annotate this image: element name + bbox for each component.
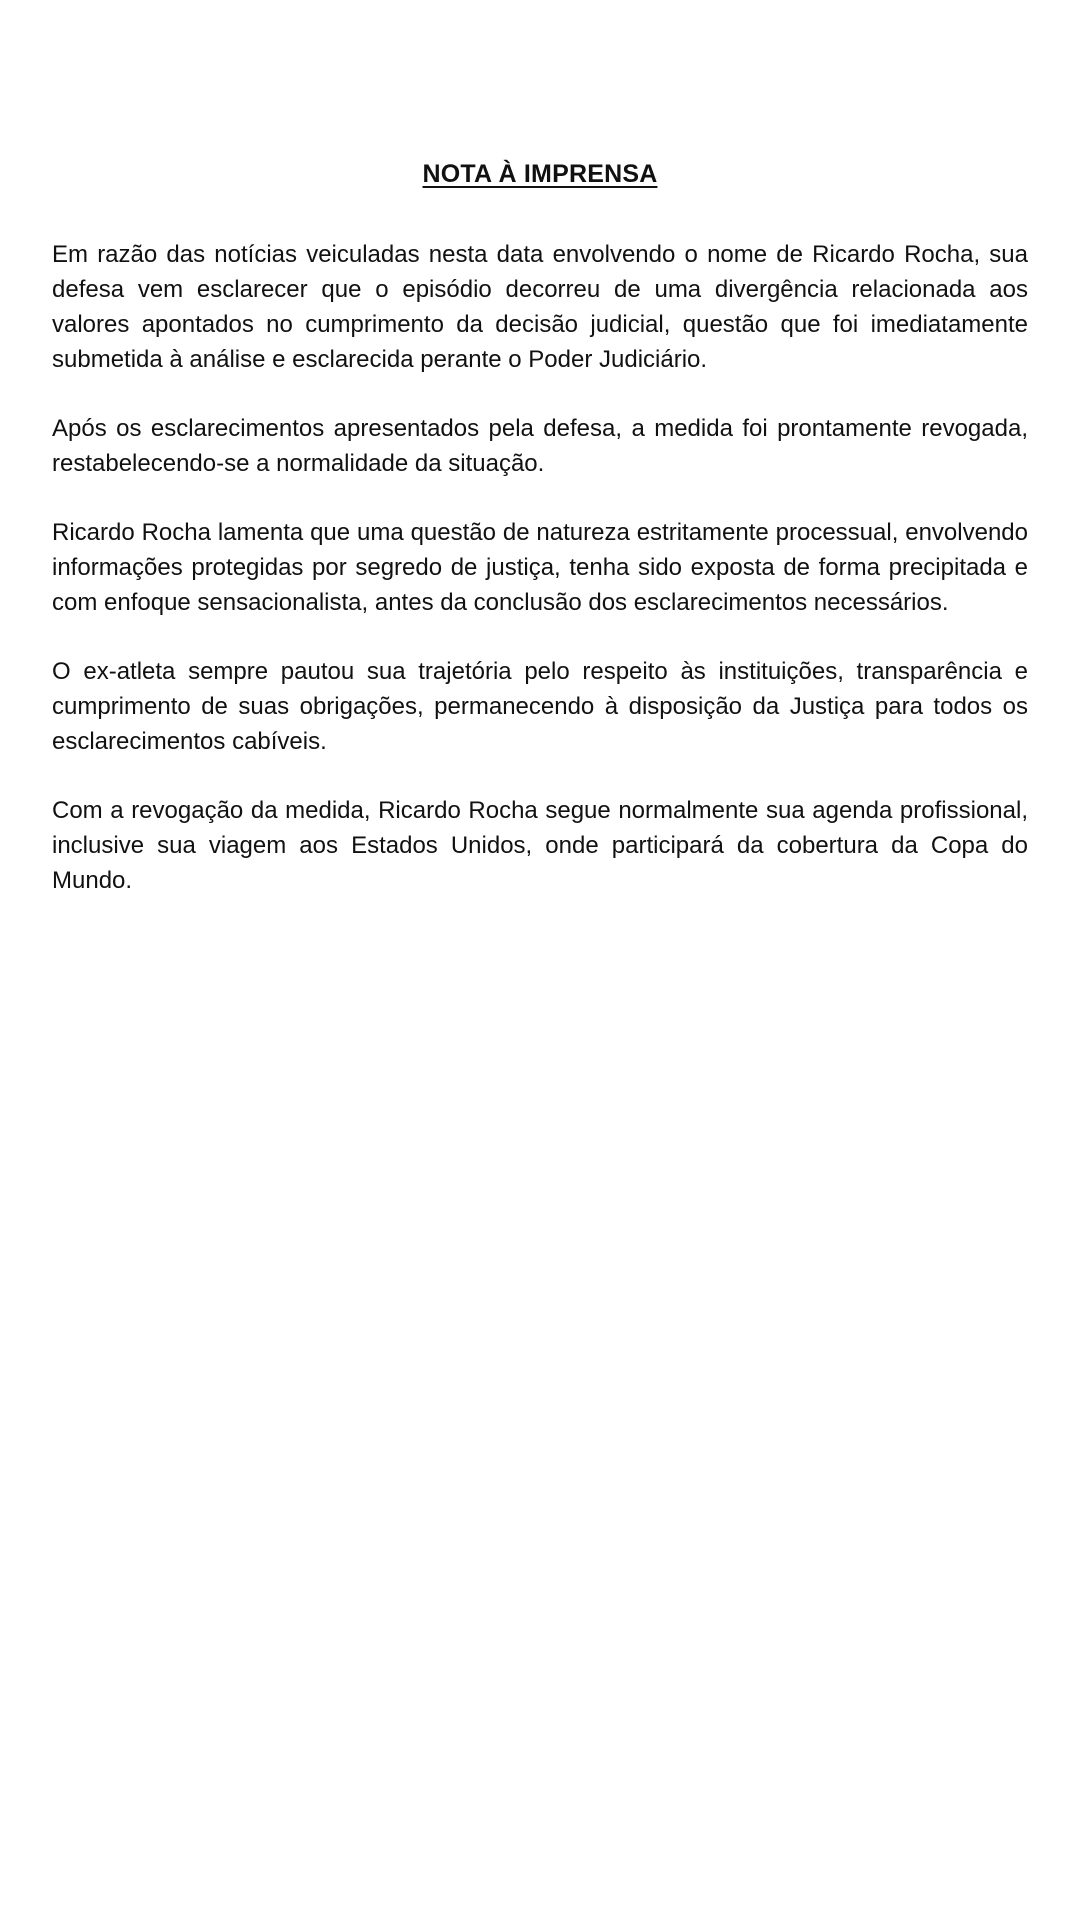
paragraph-1: Em razão das notícias veiculadas nesta data envolvendo o nome de Ricardo Rocha, sua defesa vem esclarecer que o episódio decorreu de uma divergência relacionada aos valores apontados no cumprimento da decisão judicial, questão que foi imediatamente submetida à análise e esclarecida perante o Poder Judiciário. (52, 241, 1028, 373)
paragraph-4: O ex-atleta sempre pautou sua trajetória pelo respeito às instituições, transparência e cumprimento de suas obrigações, permanecendo à disposição da Justiça para todos os esclarecimentos cabíveis. (52, 658, 1028, 755)
paragraph-2: Após os esclarecimentos apresentados pela defesa, a medida foi prontamente revogada, restabelecendo-se a normalidade da situação. (52, 415, 1028, 477)
document-title: NOTA À IMPRENSA (422, 160, 658, 188)
paragraph-3: Ricardo Rocha lamenta que uma questão de natureza estritamente processual, envolvendo informações protegidas por segredo de justiça, tenha sido exposta de forma precipitada e com enfoque sensacionalista, antes da conclusão dos esclarecimentos necessários. (52, 519, 1028, 616)
paragraph-5: Com a revogação da medida, Ricardo Rocha segue normalmente sua agenda profissional, inclusive sua viagem aos Estados Unidos, onde participará da cobertura da Copa do Mundo. (52, 797, 1028, 894)
